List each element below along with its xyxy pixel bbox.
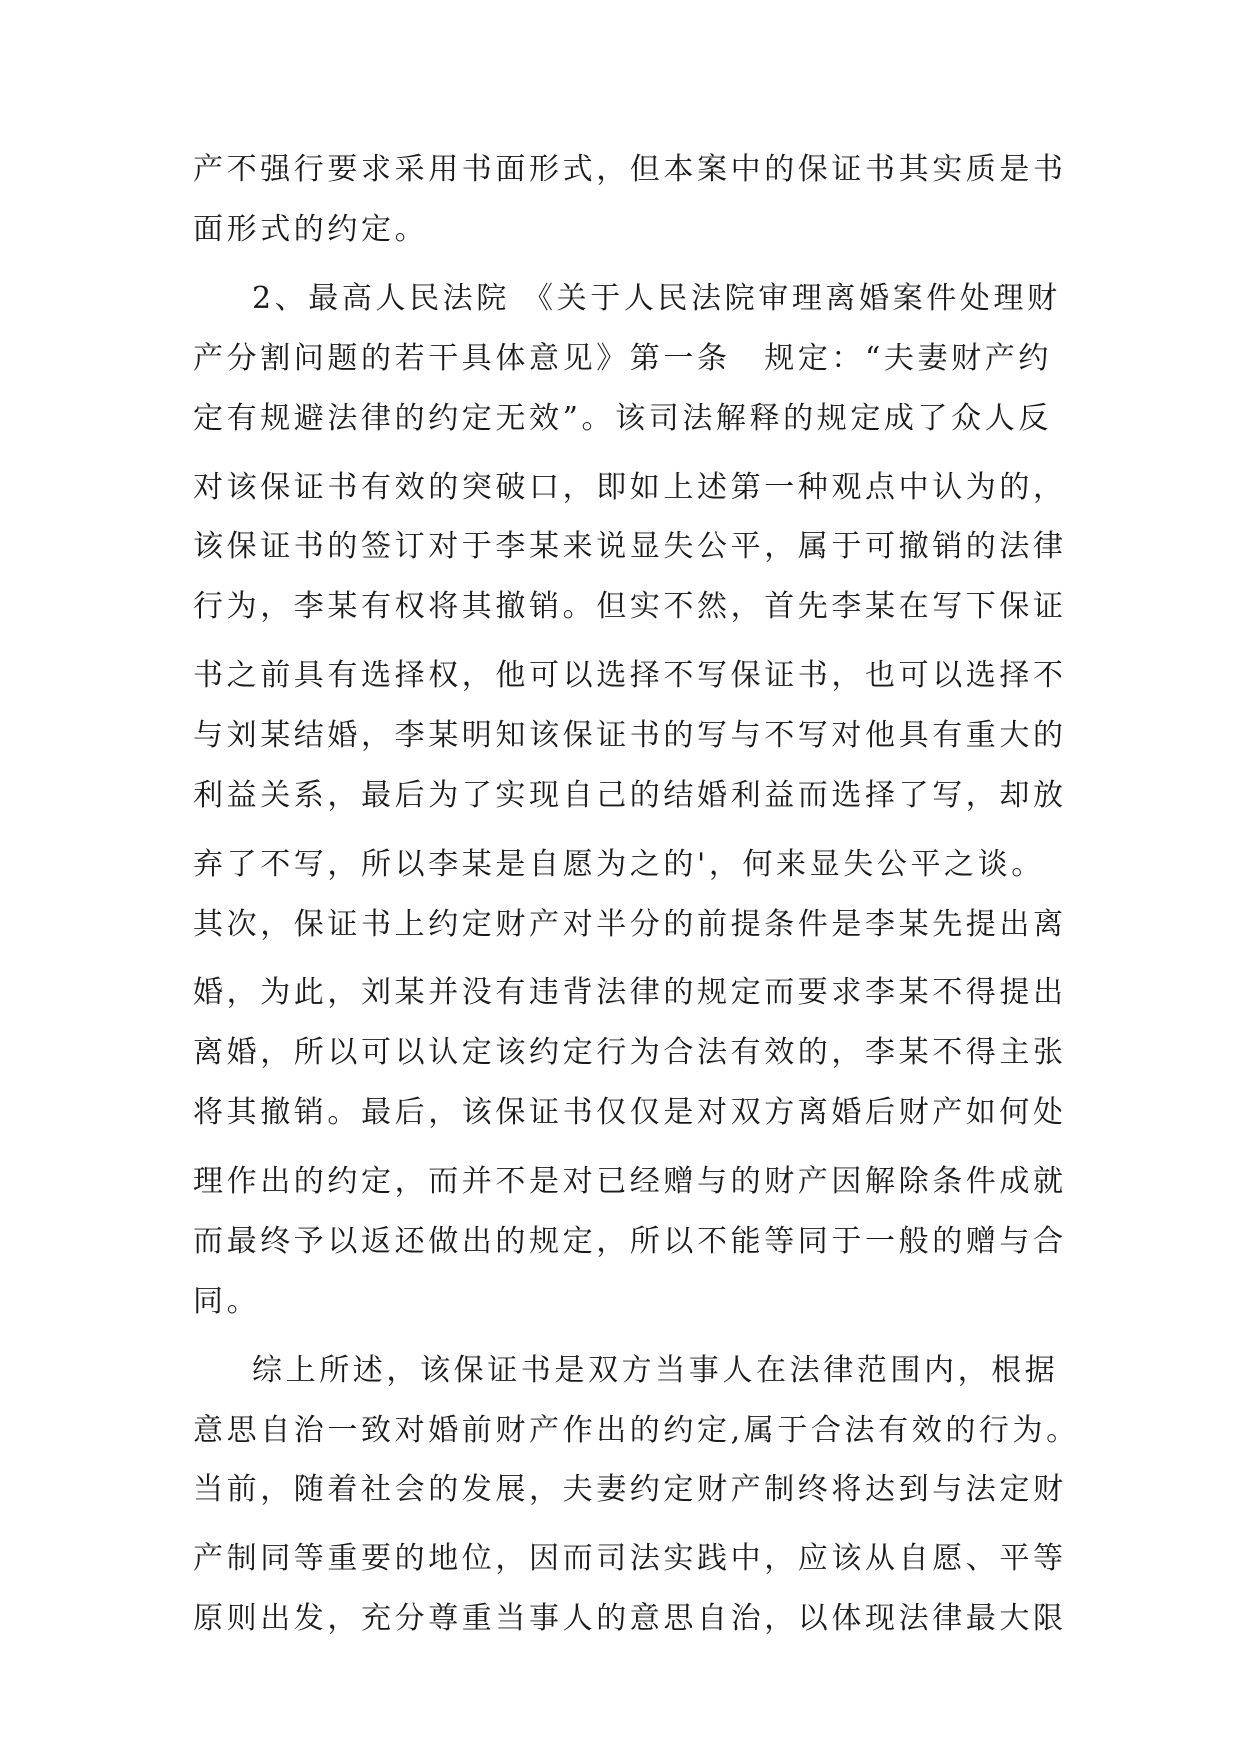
text-line: 与刘某结婚，李某明知该保证书的写与不写对他具有重大的	[193, 718, 1067, 753]
text-line: 离婚，所以可以认定该约定行为合法有效的，李某不得主张	[193, 1035, 1067, 1070]
text-line: 行为，李某有权将其撤销。但实不然，首先李某在写下保证	[193, 589, 1067, 624]
text-line: 当前，随着社会的发展，夫妻约定财产制终将达到与法定财	[193, 1472, 1067, 1507]
text-line: 同。	[193, 1284, 261, 1319]
text-line: 定有规避法律的约定无效”。该司法解释的规定成了众人反	[193, 401, 1052, 436]
text-line: 书之前具有选择权，他可以选择不写保证书，也可以选择不	[193, 658, 1067, 693]
text-line: 原则出发，充分尊重当事人的意思自治，以体现法律最大限	[193, 1601, 1067, 1636]
text-line: 意思自治一致对婚前财产作出的约定,属于合法有效的行为。	[193, 1413, 1080, 1448]
text-line: 而最终予以返还做出的规定，所以不能等同于一般的赠与合	[193, 1224, 1067, 1259]
text-line: 婚，为此，刘某并没有违背法律的规定而要求李某不得提出	[193, 975, 1067, 1010]
text-line: 利益关系，最后为了实现自己的结婚利益而选择了写，却放	[193, 778, 1067, 813]
text-line: 产不强行要求采用书面形式，但本案中的保证书其实质是书	[193, 152, 1067, 187]
text-line: 对该保证书有效的突破口，即如上述第一种观点中认为的，	[193, 470, 1067, 505]
text-line: 其次，保证书上约定财产对半分的前提条件是李某先提出离	[193, 907, 1067, 942]
text-line: 产制同等重要的地位，因而司法实践中，应该从自愿、平等	[193, 1541, 1067, 1576]
text-line: 面形式的约定。	[193, 212, 429, 247]
text-line: 2、最高人民法院 《关于人民法院审理离婚案件处理财	[252, 281, 1061, 316]
text-line: 将其撤销。最后，该保证书仅仅是对双方离婚后财产如何处	[193, 1095, 1067, 1130]
text-line: 综上所述，该保证书是双方当事人在法律范围内，根据	[252, 1353, 1059, 1388]
text-line: 理作出的约定，而并不是对已经赠与的财产因解除条件成就	[193, 1164, 1067, 1199]
text-line: 产分割问题的若干具体意见》第一条 规定：“夫妻财产约	[193, 341, 1052, 376]
text-line: 该保证书的签订对于李某来说显失公平，属于可撤销的法律	[193, 529, 1067, 564]
text-line: 弃了不写，所以李某是自愿为之的'，何来显失公平之谈。	[193, 847, 1045, 882]
